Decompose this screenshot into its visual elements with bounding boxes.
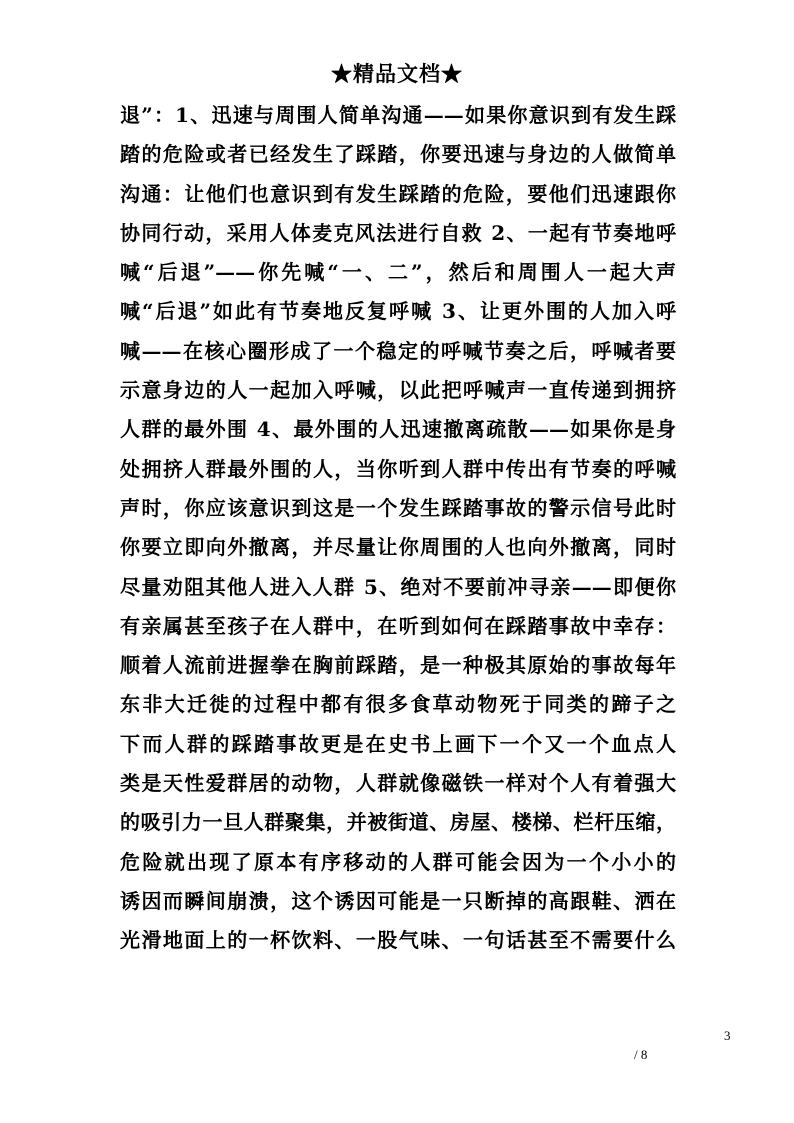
text-line: 退”：1、迅速与周围人简单沟通——如果你意识到有发生踩	[120, 103, 676, 127]
page-number: 3	[724, 1028, 731, 1043]
text-line: 光滑地面上的一杯饮料、一股气味、一句话甚至不需要什么	[120, 928, 676, 953]
text-line: 人群的最外围 4、最外围的人迅速撤离疏散——如果你是身	[120, 417, 676, 442]
text-line: 踏的危险或者已经发生了踩踏，你要迅速与身边的人做简单	[120, 142, 676, 167]
text-line: 的吸引力一旦人群聚集，并被街道、房屋、楼梯、栏杆压缩，	[120, 810, 676, 835]
text-line: 喊“后退”——你先喊“一、二”，然后和周围人一起大声	[120, 260, 676, 285]
page-header-title: ★精品文档★	[331, 61, 463, 86]
text-line: 顺着人流前进握拳在胸前踩踏，是一种极其原始的事故每年	[120, 653, 676, 678]
text-line: 有亲属甚至孩子在人群中，在听到如何在踩踏事故中幸存：	[120, 613, 676, 638]
text-line: 你要立即向外撤离，并尽量让你周围的人也向外撤离，同时	[120, 535, 676, 560]
text-line: 喊“后退”如此有节奏地反复呼喊 3、让更外围的人加入呼	[120, 299, 676, 324]
page-total: / 8	[634, 1047, 648, 1062]
text-line: 诱因而瞬间崩溃，这个诱因可能是一只断掉的高跟鞋、洒在	[120, 888, 676, 913]
text-line: 示意身边的人一起加入呼喊，以此把呼喊声一直传递到拥挤	[120, 378, 676, 403]
text-line: 沟通：让他们也意识到有发生踩踏的危险，要他们迅速跟你	[120, 181, 676, 206]
text-line: 处拥挤人群最外围的人，当你听到人群中传出有节奏的呼喊	[120, 456, 676, 481]
text-line: 协同行动，采用人体麦克风法进行自救 2、一起有节奏地呼	[120, 220, 676, 245]
text-line: 类是天性爱群居的动物，人群就像磁铁一样对个人有着强大	[120, 771, 676, 796]
text-line: 东非大迁徙的过程中都有很多食草动物死于同类的蹄子之	[120, 692, 676, 717]
text-line: 危险就出现了原本有序移动的人群可能会因为一个小小的	[120, 849, 676, 874]
text-line: 声时，你应该意识到这是一个发生踩踏事故的警示信号此时	[120, 495, 676, 520]
text-line: 下而人群的踩踏事故更是在史书上画下一个又一个血点人	[120, 731, 676, 756]
document-body	[120, 96, 676, 961]
text-line: 喊——在核心圈形成了一个稳定的呼喊节奏之后，呼喊者要	[120, 338, 676, 363]
text-line: 尽量劝阻其他人进入人群 5、绝对不要前冲寻亲——即便你	[120, 574, 676, 599]
